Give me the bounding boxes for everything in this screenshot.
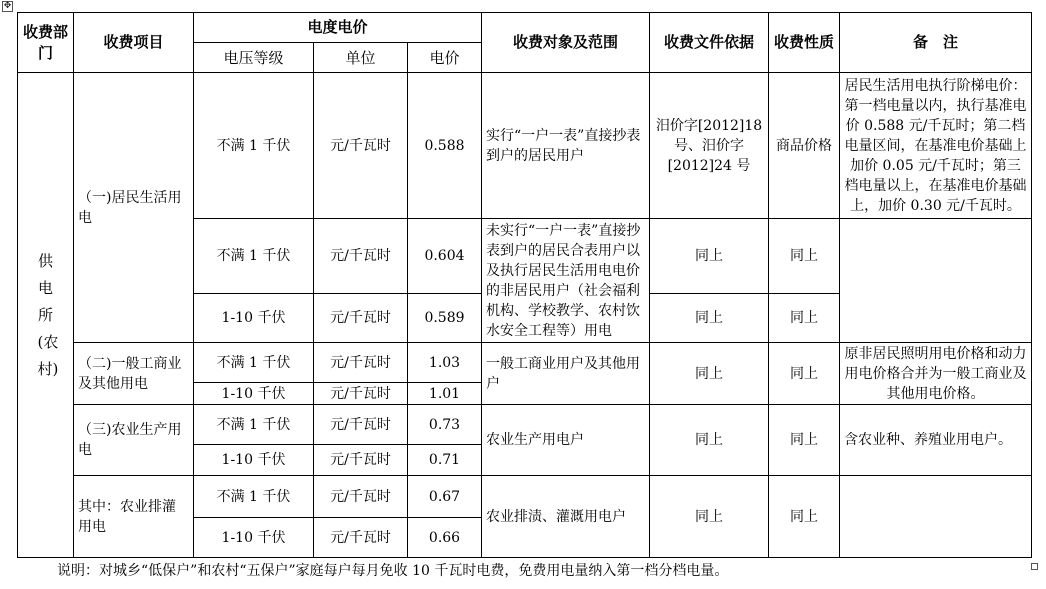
voltage-cell: 不满 1 千伏 [194, 73, 314, 219]
unit-cell: 元/千瓦时 [314, 405, 408, 445]
unit-cell: 元/千瓦时 [314, 294, 408, 343]
footnote: 说明：对城乡“低保户”和农村“五保户”家庭每户每月免收 10 千瓦时电费，免费用电量纳入第一档分档电量。 [57, 563, 729, 579]
remark-cell: 居民生活用电执行阶梯电价：第一档电量以内，执行基准电价 0.588 元/千瓦时；第二档电量区间，在基准电价基础上加价 0.05 元/千瓦时；第三档电量以上，在基准电价基础上，加价 0.30 元/千瓦时。 [840, 73, 1032, 219]
fee-table [17, 12, 1032, 558]
header-remark: 备 注 [840, 13, 1032, 73]
remark-cell [840, 219, 1032, 343]
move-handle-icon[interactable]: ✥ [3, 1, 12, 11]
header-basis: 收费文件依据 [650, 13, 769, 73]
header-dept: 收费部门 [18, 13, 74, 73]
header-voltage: 电压等级 [194, 43, 314, 73]
nature-cell: 同上 [769, 405, 840, 476]
scope-cell: 实行“一户一表”直接抄表到户的居民用户 [482, 73, 650, 219]
dept-cell [18, 73, 74, 558]
voltage-cell: 1-10 千伏 [194, 445, 314, 476]
header-item: 收费项目 [74, 13, 194, 73]
header-price: 电价 [408, 43, 482, 73]
price-cell: 0.66 [408, 518, 482, 558]
nature-cell: 同上 [769, 343, 840, 405]
nature-cell: 同上 [769, 476, 840, 558]
basis-cell: 同上 [650, 405, 769, 476]
remark-cell: 含农业种、养殖业用电户。 [840, 405, 1032, 476]
unit-cell: 元/千瓦时 [314, 73, 408, 219]
scope-cell: 农业生产用电户 [482, 405, 650, 476]
scope-cell: 一般工商业用户及其他用户 [482, 343, 650, 405]
voltage-cell: 不满 1 千伏 [194, 343, 314, 383]
unit-cell: 元/千瓦时 [314, 343, 408, 383]
basis-cell: 同上 [650, 343, 769, 405]
header-unit: 单位 [314, 43, 408, 73]
header-nature: 收费性质 [769, 13, 840, 73]
voltage-cell: 1-10 千伏 [194, 518, 314, 558]
nature-cell: 同上 [769, 219, 840, 294]
item-residential: （一)居民生活用电 [74, 73, 194, 343]
price-cell: 0.588 [408, 73, 482, 219]
header-price-group: 电度电价 [194, 13, 482, 43]
unit-cell: 元/千瓦时 [314, 219, 408, 294]
basis-cell: 同上 [650, 219, 769, 294]
basis-cell: 同上 [650, 476, 769, 558]
scope-cell: 未实行“一户一表”直接抄表到户的居民合表用户以及执行居民生活用电电价的非居民用户（社会福利机构、学校教学、农村饮水安全工程等）用电 [482, 219, 650, 343]
voltage-cell: 不满 1 千伏 [194, 405, 314, 445]
voltage-cell: 不满 1 千伏 [194, 476, 314, 518]
voltage-cell: 1-10 千伏 [194, 383, 314, 405]
voltage-cell: 1-10 千伏 [194, 294, 314, 343]
voltage-cell: 不满 1 千伏 [194, 219, 314, 294]
nature-cell: 同上 [769, 294, 840, 343]
price-cell: 0.604 [408, 219, 482, 294]
basis-cell: 同上 [650, 294, 769, 343]
price-cell: 1.01 [408, 383, 482, 405]
item-agriculture: （三)农业生产用电 [74, 405, 194, 476]
item-commercial: （二)一般工商业及其他用电 [74, 343, 194, 405]
price-cell: 0.67 [408, 476, 482, 518]
unit-cell: 元/千瓦时 [314, 518, 408, 558]
unit-cell: 元/千瓦时 [314, 383, 408, 405]
unit-cell: 元/千瓦时 [314, 445, 408, 476]
header-scope: 收费对象及范围 [482, 13, 650, 73]
nature-cell: 商品价格 [769, 73, 840, 219]
price-cell: 0.73 [408, 405, 482, 445]
remark-cell [840, 476, 1032, 558]
item-irrigation: 其中：农业排灌用电 [74, 476, 194, 558]
remark-cell: 原非居民照明用电价格和动力用电价格合并为一般工商业及其他用电价格。 [840, 343, 1032, 405]
table-resize-handle[interactable] [1031, 563, 1038, 570]
dept-label: 供电所(农村) [37, 251, 59, 378]
price-cell: 0.589 [408, 294, 482, 343]
unit-cell: 元/千瓦时 [314, 476, 408, 518]
price-cell: 0.71 [408, 445, 482, 476]
price-cell: 1.03 [408, 343, 482, 383]
basis-cell: 汨价字[2012]18 号、汨价字[2012]24 号 [650, 73, 769, 219]
scope-cell: 农业排渍、灌溉用电户 [482, 476, 650, 558]
